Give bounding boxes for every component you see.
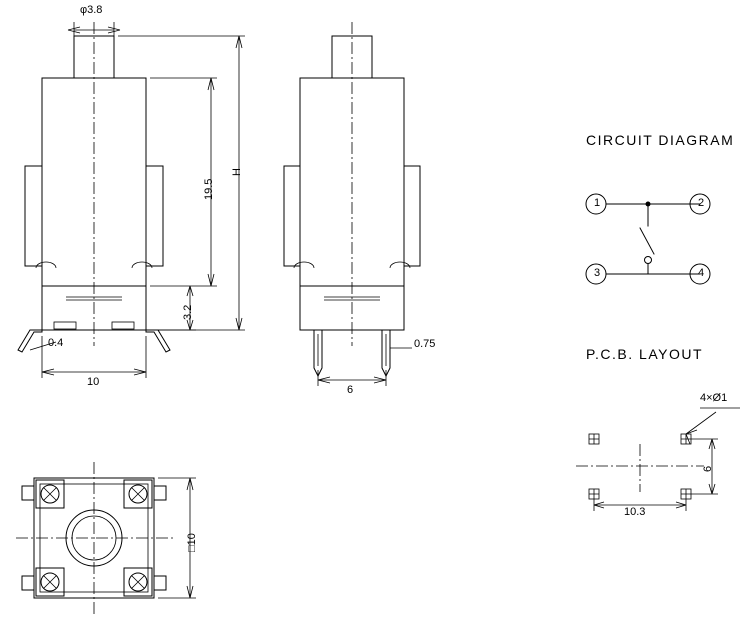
label-horizontal-pitch: 10.3 bbox=[624, 506, 646, 518]
circuit-diagram-graphic bbox=[586, 194, 710, 284]
heading-pcb-layout: P.C.B. LAYOUT bbox=[586, 346, 704, 362]
circuit-pin-3: 3 bbox=[593, 267, 601, 279]
pcb-layout-graphic bbox=[576, 408, 740, 511]
side-elevation-view bbox=[284, 22, 420, 376]
circuit-pin-4: 4 bbox=[697, 267, 705, 279]
label-base-height: 3.2 bbox=[182, 304, 194, 320]
heading-circuit-diagram: CIRCUIT DIAGRAM bbox=[586, 132, 735, 148]
label-terminal-thickness: 0.4 bbox=[48, 337, 64, 349]
label-total-height: H bbox=[231, 168, 243, 176]
top-plan-view bbox=[16, 462, 176, 616]
front-elevation-view bbox=[18, 22, 170, 352]
label-hole-callout: 4×Ø1 bbox=[700, 392, 728, 404]
circuit-pin-2: 2 bbox=[697, 197, 705, 209]
label-body-height: 19.5 bbox=[203, 178, 215, 200]
label-body-width: 10 bbox=[87, 376, 100, 388]
label-plunger-diameter: φ3.8 bbox=[80, 4, 103, 16]
label-depth: 6 bbox=[347, 384, 354, 396]
circuit-pin-1: 1 bbox=[593, 197, 601, 209]
label-body-square: □10 bbox=[186, 533, 198, 552]
label-pin-thickness: 0.75 bbox=[414, 338, 436, 350]
label-vertical-pitch: 6 bbox=[702, 465, 714, 472]
